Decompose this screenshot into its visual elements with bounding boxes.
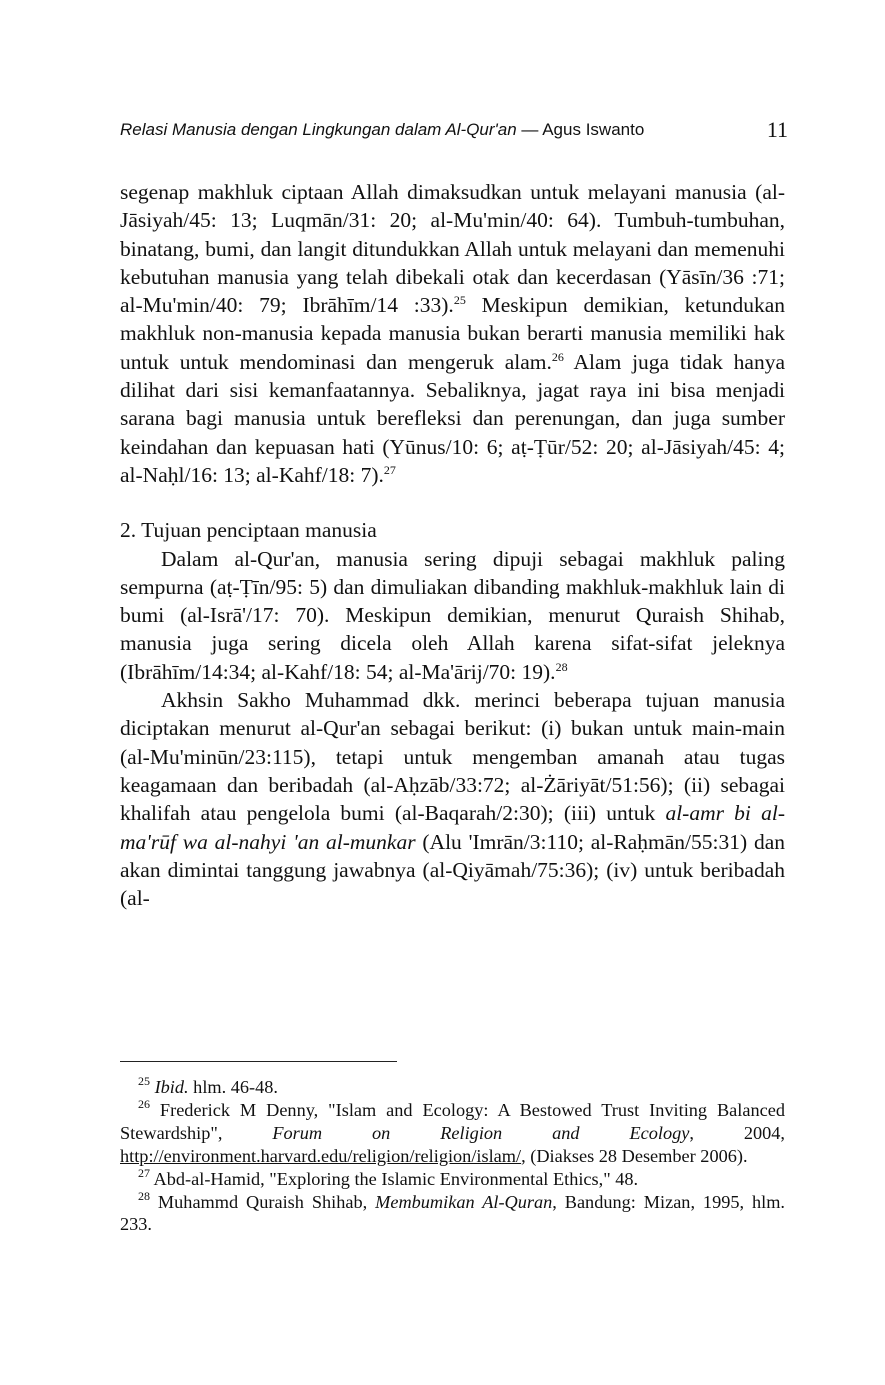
running-header-text [120,120,644,140]
paragraph-text: segenap makhluk ciptaan Allah dimaksudkan untuk melayani manusia (al-Jāsiyah/45: 13; Luqmān/31: 20; al-Mu'min/40: 64). Tumbuh-tumbuhan, binatang, bumi, dan langit ditundukkan Allah untuk melayani dan memenuhi kebutuhan manusia yang telah dibekali otak dan kecerdasan (Yāsīn/36 :71; al-Mu'min/40: 79; Ibrāhīm/14 :33). [120,180,785,318]
footnote-ref-28[interactable]: 28 [555,659,568,674]
footnote-28 [120,1188,785,1237]
footnote-number: 26 [138,1096,150,1111]
footnote-italic: Forum on Religion and Ecology [272,1122,690,1143]
footnote-27 [120,1165,785,1191]
paragraph-continuation [120,178,785,489]
footnote-number: 25 [138,1074,150,1088]
section-heading: 2. Tujuan penciptaan manusia [120,518,377,543]
italic-phrase: al-amr bi al-ma'rūf wa al-nahyi 'an al-munkar [120,801,785,854]
running-title: Relasi Manusia dengan Lingkungan dalam Al-Qur'an [120,120,517,139]
author-name: Agus Iswanto [542,120,645,139]
paragraph-text: Dalam al-Qur'an, manusia sering dipuji sebagai makhluk paling sempurna (aṭ-Ṭīn/95: 5) dan dimuliakan dibanding makhluk-makhluk lain di bumi (al-Isrā'/17: 70). Meskipun demikian, menurut Quraish Shihab, manusia juga sering dicela oleh Allah karena sifat-sifat jeleknya (Ibrāhīm/14:34; al-Kahf/18: 54; al-Ma'ārij/70: 19). [120,546,785,684]
footnote-26 [120,1096,785,1168]
paragraph-text: Akhsin Sakho Muhammad dkk. merinci beberapa tujuan manusia diciptakan menurut al-Qur'an sebagai berikut: (i) bukan untuk main-main (al-Mu'minūn/23:115), tetapi untuk mengemban amanah atau tugas keagamaan dan beribadah (al-Aḥzāb/33:72; al-Żāriyāt/51:56); (ii) sebagai khalifah atau pengelola bumi (al-Baqarah/2:30); (iii) untuk [120,688,785,826]
paragraph-text: (Alu 'Imrān/3:110; al-Raḥmān/55:31) dan akan dimintai tanggung jawabnya (al-Qiyāmah/75:36); (iv) untuk beribadah (al- [120,829,785,911]
footnote-text: , Bandung: Mizan, 1995, hlm. 233. [120,1191,785,1235]
paragraph-text: Meskipun demikian, ketundukan makhluk non-manusia kepada manusia bukan berarti manusia memiliki hak untuk untuk mendominasi dan mengeruk alam. [120,293,785,374]
footnote-text: , (Diakses 28 Desember 2006). [521,1145,748,1166]
footnote-text: Frederick M Denny, "Islam and Ecology: A Bestowed Trust Inviting Balanced Stewardship", [120,1099,785,1143]
header-dash: — [516,120,543,139]
footnote-italic: Ibid. [154,1077,189,1097]
footnote-text: Muhammd Quraish Shihab, [150,1191,376,1212]
footnote-25 [120,1076,785,1099]
footnote-number: 27 [138,1165,150,1180]
footnote-ref-27[interactable]: 27 [383,462,396,477]
main-text [120,178,785,912]
footnotes [120,1076,785,1236]
paragraph-2 [120,545,785,686]
footnote-link[interactable]: http://environment.harvard.edu/religion/religion/islam/ [120,1145,522,1166]
footnote-text: Abd-al-Hamid, "Exploring the Islamic Environmental Ethics," 48. [150,1168,639,1189]
footnote-number: 28 [138,1188,150,1203]
footnote-ref-25[interactable]: 25 [453,293,466,308]
running-header [120,117,788,148]
paragraph-text: Alam juga tidak hanya dilihat dari sisi kemanfaatannya. Sebaliknya, jagat raya ini bisa menjadi sarana bagi manusia untuk berefleksi dan perenungan, dan juga sumber keindahan dan kepuasan hati (Yūnus/10: 6; aṭ-Ṭūr/52: 20; al-Jāsiyah/45: 4; al-Naḥl/16: 13; al-Kahf/18: 7). [120,349,786,487]
footnote-italic: Membumikan Al-Quran [375,1191,553,1212]
page-number: 11 [766,117,788,142]
paragraph-3 [120,686,785,912]
footnote-text: hlm. 46-48. [188,1077,278,1097]
footnote-text: , 2004, [689,1122,785,1143]
footnote-ref-26[interactable]: 26 [551,349,564,364]
footnote-separator [120,1061,397,1062]
